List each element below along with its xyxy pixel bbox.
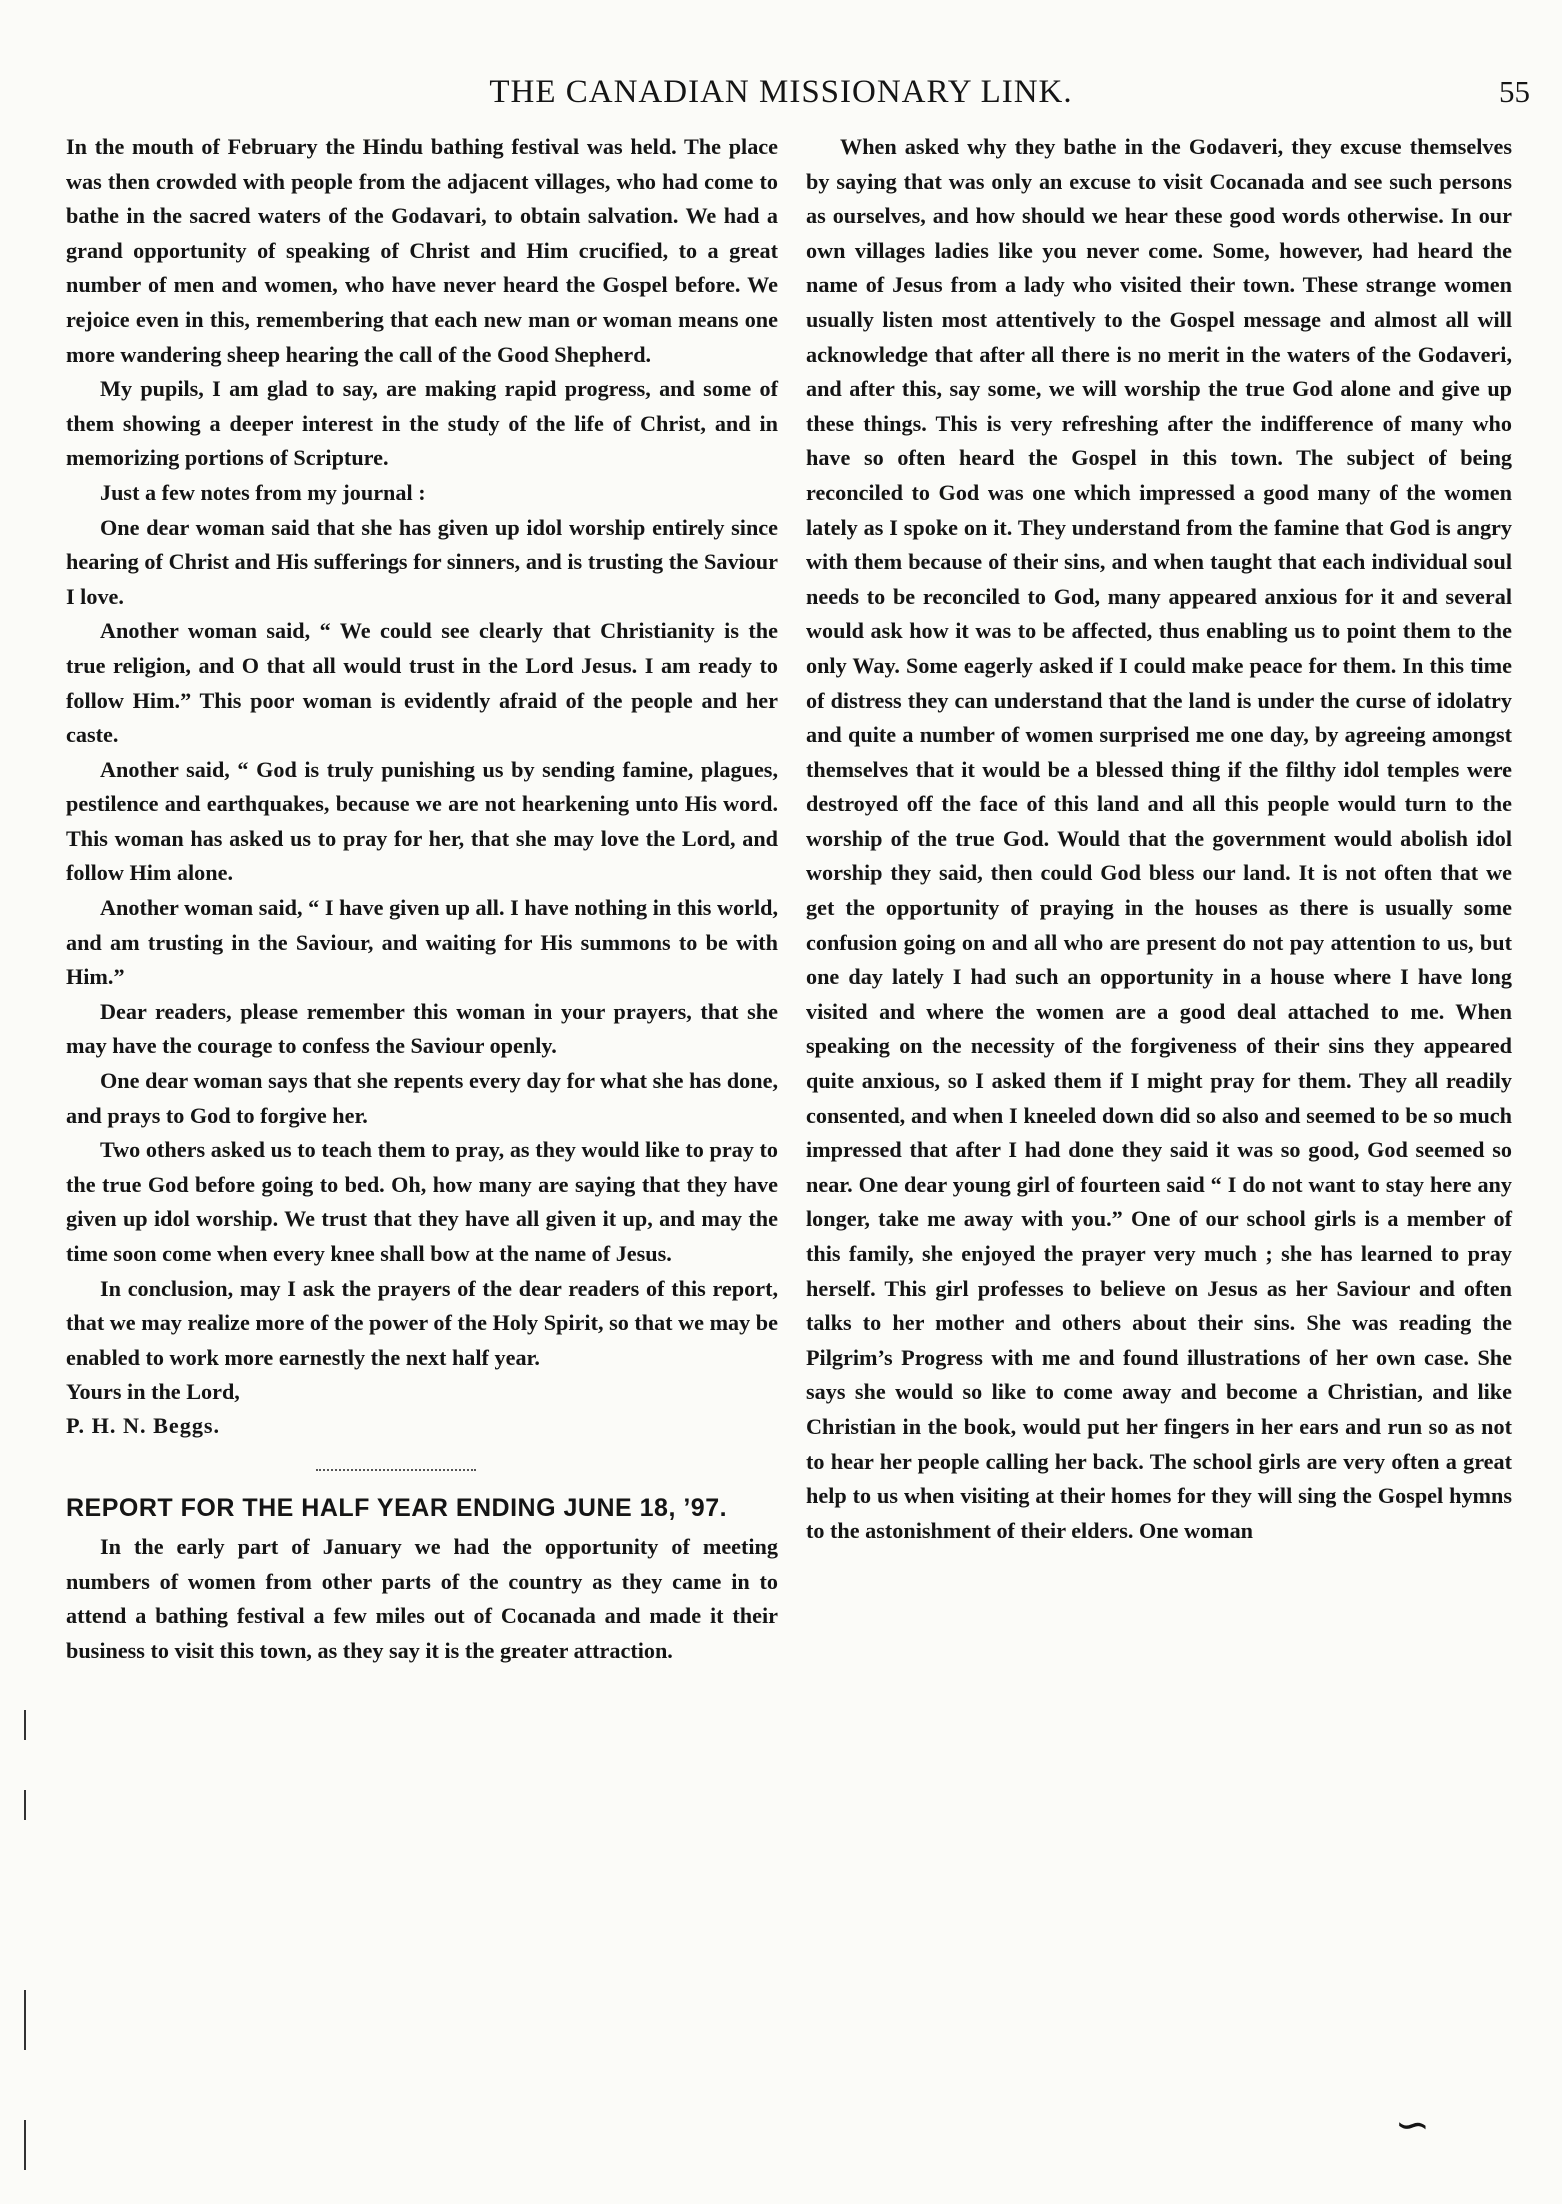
journal-title: THE CANADIAN MISSIONARY LINK. bbox=[489, 74, 1073, 110]
margin-mark bbox=[24, 1790, 26, 1820]
paragraph-given-up-all: Another woman said, “ I have given up all. I have nothing in this world, and am trusting in the Saviour, and waiting for His summons to be with Him.” bbox=[66, 895, 778, 990]
paragraph-repents: One dear woman says that she repents every day for what she has done, and prays to God to forgive her. bbox=[66, 1068, 778, 1128]
paragraph-godaveri: When asked why they bathe in the Godaveri, they excuse themselves by saying that was only an excuse to visit Cocanada and see such persons as ourselves, and how should we hear these good words otherwise. In our own villages ladies like you never come. Some, however, had heard the name of Jesus from a lady who visited their town. These strange women usually listen most attentively to the Gospel message and almost all will acknowledge that after all there is no merit in the waters of the Godaveri, and after this, say some, we will worship the true God alone and give up these things. This is very refreshing after the indifference of many who have so often heard the Gospel in this town. The subject of being reconciled to God was one which impressed a good many of the women lately as I spoke on it. They understand from the famine that God is angry with them because of their sins, and when taught that each individual soul needs to be reconciled to God, many appeared anxious for it and several would ask how it was to be affected, thus enabling us to point them to the only Way. Some eagerly asked if I could make peace for them. In this time of distress they can understand that the land is under the curse of idolatry and quite a number of women surprised me one day, by agreeing amongst themselves that it would be a blessed thing if the filthy idol temples were destroyed off the face of this land and all this people would turn to the worship of the true God. Would that the government would abolish idol worship they said, then could God bless our land. It is not often that we get the opportunity of praying in the houses as there is usually some confusion going on and all who are present do not pay attention to us, but one day lately I had such an opportunity in a house where I have long visited and where the women are a good deal attached to me. When speaking on the necessity of the forgiveness of their sins they appeared quite anxious, so I asked them if I might pray for them. They all readily consented, and when I kneeled down did so also and seemed to be so much impressed that after I had done they said it was so good, God seemed so near. One dear young girl of fourteen said “ I do not want to stay here any longer, take me away with you.” One of our school girls is a member of this family, she enjoyed the prayer very much ; she has learned to pray herself. This girl professes to believe on Jesus as her Saviour and often talks to her mother and others about their sins. She was reading the Pilgrim’s Progress with me and found illustrations of her own case. She says she would so like to come away and become a Christian, and like Christian in the book, would put her fingers in her ears and run so as not to hear her people calling her back. The school girls are very often a great help to us when visiting at their homes for they will sing the Gospel hymns to the astonishment of their elders. One woman bbox=[806, 134, 1512, 1543]
paragraph-true-religion: Another woman said, “ We could see clearly that Christianity is the true religion, and O that all would trust in the Lord Jesus. I am ready to follow Him.” This poor woman is evidently afraid of the people and her caste. bbox=[66, 618, 778, 748]
paragraph-teach-to-pray: Two others asked us to teach them to pray, as they would like to pray to the true God before going to bed. Oh, how many are saying that they have given up idol worship. We trust that they have all given it up, and may the time soon come when every knee shall bow at the name of Jesus. bbox=[66, 1137, 778, 1266]
paragraph-pupils: My pupils, I am glad to say, are making rapid progress, and some of them showing a deeper interest in the study of the life of Christ, and in memorizing portions of Scripture. bbox=[66, 376, 778, 471]
section-divider bbox=[316, 1469, 476, 1471]
left-column bbox=[66, 130, 778, 1668]
right-column bbox=[806, 130, 1512, 1548]
paragraph-bathing-festival: In the mouth of February the Hindu bathing festival was held. The place was then crowded with people from the adjacent villages, who had come to bathe in the sacred waters of the Godavari, to obtain salvation. We had a grand opportunity of speaking of Christ and Him crucified, to a great number of men and women, who have never heard the Gospel before. We rejoice even in this, remembering that each new man or woman means one more wandering sheep hearing the call of the Good Shepherd. bbox=[66, 134, 778, 367]
paragraph-journal-intro: Just a few notes from my journal : bbox=[100, 479, 426, 505]
letter-signature: P. H. N. Beggs. bbox=[66, 1413, 221, 1439]
page-number: 55 bbox=[1499, 74, 1530, 109]
report-heading: REPORT FOR THE HALF YEAR ENDING JUNE 18, ’97. bbox=[66, 1494, 728, 1523]
running-head bbox=[0, 74, 1562, 114]
paragraph-conclusion: In conclusion, may I ask the prayers of the dear readers of this report, that we may realize more of the power of the Holy Spirit, so that we may be enabled to work more earnestly the next half year. bbox=[66, 1275, 778, 1370]
margin-mark bbox=[24, 2120, 26, 2170]
letter-closing: Yours in the Lord, bbox=[66, 1379, 240, 1405]
paragraph-dear-readers: Dear readers, please remember this woman in your prayers, that she may have the courage to confess the Saviour openly. bbox=[66, 998, 778, 1059]
margin-mark bbox=[24, 1990, 26, 2050]
paragraph-famine: Another said, “ God is truly punishing us by sending famine, plagues, pestilence and earthquakes, because we are not hearkening unto His word. This woman has asked us to pray for her, that she may love the Lord, and follow Him alone. bbox=[66, 756, 778, 886]
handwritten-mark-icon: ∽ bbox=[1394, 2100, 1430, 2149]
margin-mark bbox=[24, 1710, 26, 1740]
paragraph-idol-worship: One dear woman said that she has given up idol worship entirely since hearing of Christ and His sufferings for sinners, and is trusting the Saviour I love. bbox=[66, 514, 778, 609]
paragraph-report-intro: In the early part of January we had the opportunity of meeting numbers of women from other parts of the country as they came in to attend a bathing festival a few miles out of Cocanada and made it their business to visit this town, as they say it is the greater attraction. bbox=[66, 1533, 778, 1663]
